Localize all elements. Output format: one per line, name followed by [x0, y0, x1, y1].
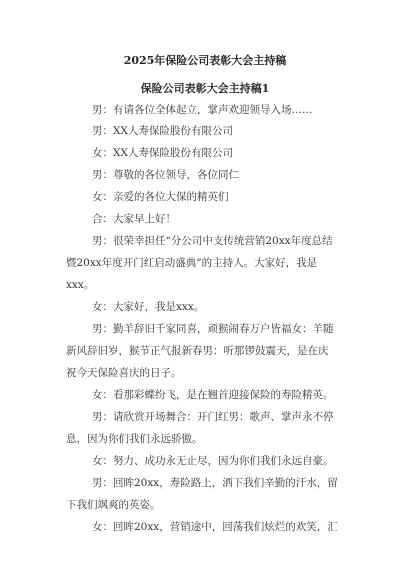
script-line-11: 男：勤羊辞旧千家同喜，顽猴闹春万户皆福女：羊随: [92, 323, 334, 335]
script-line-9: xxx。: [66, 279, 95, 291]
script-line-3: 女：XX人寿保险股份有限公司: [92, 147, 233, 159]
script-line-16: 息，因为你们我们永远骄傲。: [66, 433, 203, 445]
document-title: 2025年保险公司表彰大会主持稿: [123, 54, 287, 67]
script-line-10: 女：大家好，我是xxx。: [92, 301, 205, 313]
document-subtitle: 保险公司表彰大会主持稿1: [140, 82, 270, 95]
script-line-18: 男：回眸20xx，寿险路上，洒下我们辛勤的汗水，留: [92, 477, 338, 489]
script-line-17: 女：努力、成功永无止尽，因为你们我们永远自豪。: [92, 455, 334, 467]
script-line-7: 男：很荣幸担任“分公司中支传统营销20xx年度总结: [92, 235, 333, 247]
script-line-12: 新风辞旧岁，猴节正气报新春男：听那锣鼓震天，是在庆: [66, 345, 329, 357]
script-line-15: 男：请欣赏开场舞合：开门红男：歌声、掌声永不停: [92, 411, 334, 423]
script-line-5: 女：亲爱的各位大保的精英们: [92, 191, 229, 203]
script-line-19: 下我们飒爽的英姿。: [66, 499, 161, 511]
script-line-4: 男：尊敬的各位领导，各位同仁: [92, 169, 239, 181]
script-line-1: 男：有请各位全体起立，掌声欢迎领导入场……: [92, 104, 313, 116]
script-line-20: 女：回眸20xx，营销途中，回荡我们炫烂的欢笑，汇: [92, 521, 338, 533]
script-line-14: 女：看那彩蝶纷飞，是在翘首迎接保险的寿险精英。: [92, 389, 334, 401]
script-line-2: 男：XX人寿保险股份有限公司: [92, 125, 233, 137]
script-line-8: 暨20xx年度开门红启动盛典”的主持人。大家好，我是: [66, 257, 318, 269]
script-line-6: 合：大家早上好！: [92, 213, 176, 225]
script-line-13: 祝今天保险喜庆的日子。: [66, 367, 182, 379]
